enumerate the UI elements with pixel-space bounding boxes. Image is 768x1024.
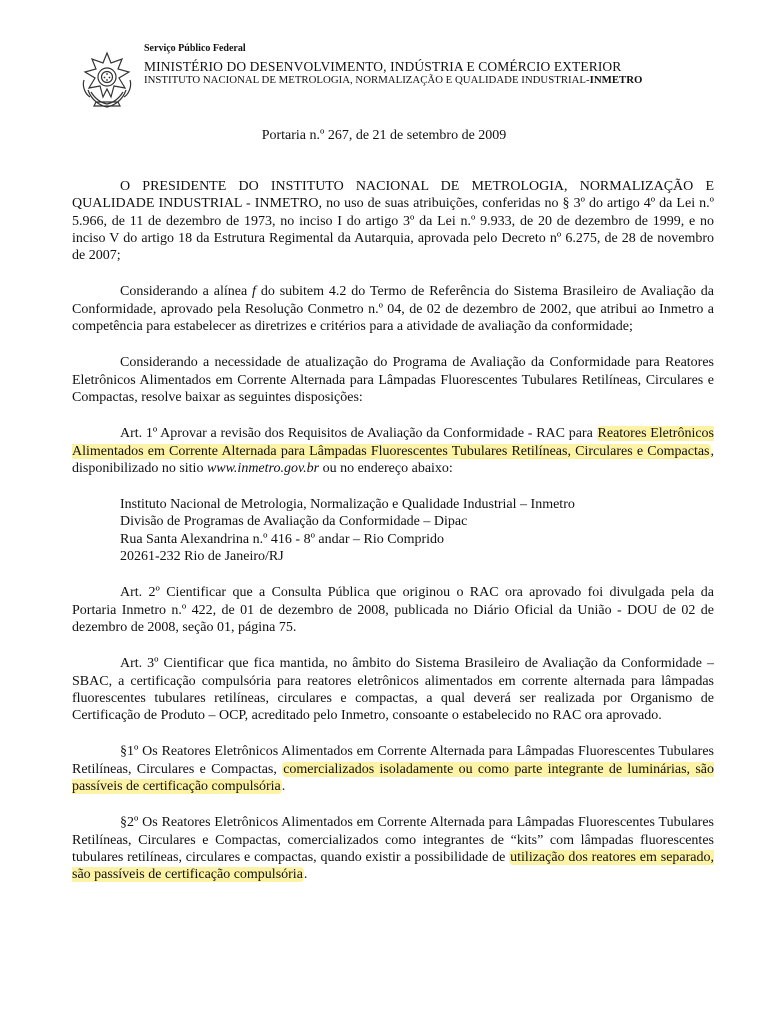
considering-paragraph-1: Considerando a alínea f do subitem 4.2 do Termo de Referência do Sistema Brasileiro de Avaliação da Conformidade, aprovado pela Resolução Conmetro n.º 04, de 02 de dezembro de 2002, que atribui ao Inmetro a competência para estabelecer as diretrizes e critérios para a atividade de avaliação da conformidade; <box>72 284 715 335</box>
considering-paragraph-2: Considerando a necessidade de atualização do Programa de Avaliação da Conformidade para Reatores Eletrônicos Alimentados em Corrente Alternada para Lâmpadas Fluorescentes Tubulares Retilíneas, Circulares e Compactas, resolve baixar as seguintes disposições: <box>72 355 714 405</box>
article-3-paragraph: Art. 3º Cientificar que fica mantida, no âmbito do Sistema Brasileiro de Avaliação da Conformidade – SBAC, a certificação compulsória para reatores eletrônicos alimentados em corrente alternada para lâmpadas fluorescentes tubulares retilíneas, circulares e compactas, a qual deverá ser realizada por Organismo de Certificação de Produto – OCP, acreditado pelo Inmetro, consoante o estabelecido no RAC ora aprovado. <box>72 656 714 724</box>
address-line: Divisão de Programas de Avaliação da Conformidade – Dipac <box>120 514 468 530</box>
website-link[interactable]: www.inmetro.gov.br <box>206 460 320 476</box>
institute-name: INSTITUTO NACIONAL DE METROLOGIA, NORMALIZAÇÃO E QUALIDADE INDUSTRIAL-INMETRO <box>144 74 643 86</box>
ordinance-title: Portaria n.º 267, de 21 de setembro de 2009 <box>261 128 507 143</box>
article-1-paragraph: Art. 1º Aprovar a revisão dos Requisitos de Avaliação da Conformidade - RAC para Reatores Eletrônicos Alimentados em Corrente Alternada para Lâmpadas Fluorescentes Tubulares Retilíneas, Circulares e Compactas, disponibilizado no sitio www.inmetro.gov.br ou no endereço abaixo: <box>72 426 714 476</box>
address-line: 20261-232 Rio de Janeiro/RJ <box>120 549 284 565</box>
document-header <box>76 40 736 110</box>
highlight-mark: comercializados isoladamente ou como parte integrante de luminárias, são passíveis de certificação compulsória <box>72 761 714 795</box>
paragraph-1: §1º Os Reatores Eletrônicos Alimentados em Corrente Alternada para Lâmpadas Fluorescentes Tubulares Retilíneas, Circulares e Compactas, comercializados isoladamente ou como parte integrante de luminárias, são passíveis de certificação compulsória. <box>72 744 714 795</box>
highlight-mark: Reatores Eletrônicos Alimentados em Corrente Alternada para Lâmpadas Fluorescentes Tubulares Retilíneas, Circulares e Compactas <box>72 426 714 459</box>
preamble-paragraph: O PRESIDENTE DO INSTITUTO NACIONAL DE METROLOGIA, NORMALIZAÇÃO E QUALIDADE INDUSTRIAL - INMETRO, no uso de suas atribuições, conferidas no § 3º do artigo 4º da Lei n.º 5.966, de 11 de dezembro de 1973, no inciso I do artigo 3º da Lei n.º 9.933, de 20 de dezembro de 1999, e no inciso V do artigo 18 da Estrutura Regimental da Autarquia, aprovada pelo Decreto nº 6.275, de 28 de novembro de 2007; <box>72 179 714 264</box>
document-body <box>72 178 714 903</box>
ministry-name: MINISTÉRIO DO DESENVOLVIMENTO, INDÚSTRIA E COMÉRCIO EXTERIOR <box>144 59 622 74</box>
service-label: Serviço Público Federal <box>144 43 246 54</box>
article-2-paragraph: Art. 2º Cientificar que a Consulta Pública que originou o RAC ora aprovado foi divulgada pela da Portaria Inmetro n.º 422, de 01 de dezembro de 2008, publicada no Diário Oficial da União - DOU de 02 de dezembro de 2008, seção 01, página 75. <box>72 585 714 635</box>
address-block <box>120 496 714 565</box>
address-line: Instituto Nacional de Metrologia, Normalização e Qualidade Industrial – Inmetro <box>120 497 575 513</box>
coat-of-arms-icon <box>76 50 138 112</box>
address-line: Rua Santa Alexandrina n.º 416 - 8º andar – Rio Comprido <box>120 531 445 547</box>
paragraph-2: §2º Os Reatores Eletrônicos Alimentados em Corrente Alternada para Lâmpadas Fluorescentes Tubulares Retilíneas, Circulares e Compactas, comercializados como integrantes de “kits” com lâmpadas fluorescentes tubulares retilíneas, circulares e compactas, quando existir a possibilidade de utilização dos reatores em separado, são passíveis de certificação compulsória. <box>72 815 714 883</box>
highlight-mark: utilização dos reatores em separado, são passíveis de certificação compulsória <box>72 849 714 883</box>
institute-acronym: INMETRO <box>589 74 643 86</box>
